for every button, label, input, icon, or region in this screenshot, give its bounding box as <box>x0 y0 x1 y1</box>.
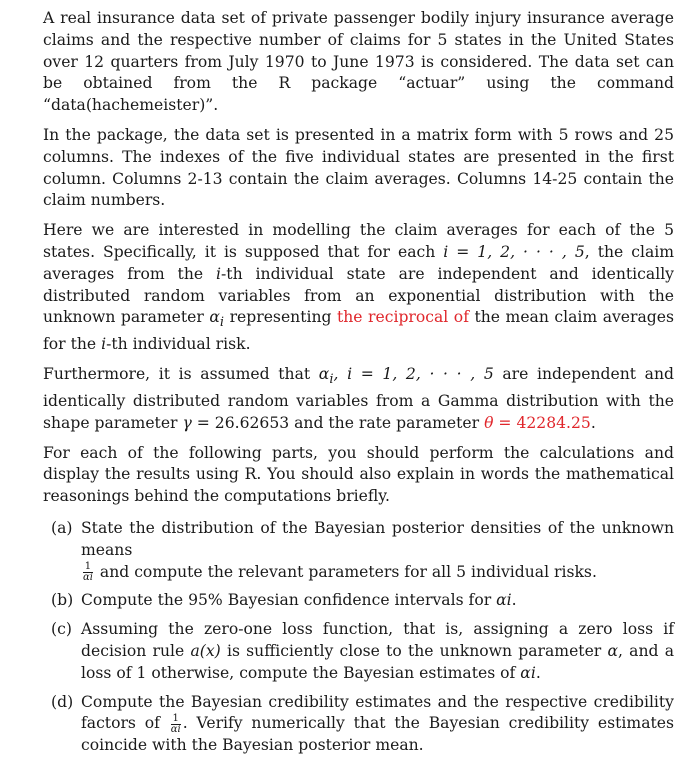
text: . <box>535 663 541 682</box>
text: the mean claim averages for the <box>43 308 674 354</box>
question-item-b <box>51 590 674 612</box>
question-text <box>81 518 674 583</box>
text: Assuming the zero-one loss function, that is, assigning a zero loss if decision rule <box>81 620 674 660</box>
text: State the distribution of the Bayesian posterior densities of the unknown means <box>81 518 674 559</box>
math-i: i <box>101 335 107 354</box>
math-gamma: γ <box>182 413 192 432</box>
text: , the claim averages from the <box>43 242 675 283</box>
question-item-a <box>51 518 674 583</box>
question-item-d <box>51 692 674 757</box>
text: Compute the 95% Bayesian confidence intervals for <box>81 591 497 610</box>
text: Furthermore, it is assumed that <box>43 365 319 384</box>
question-label: (b) <box>51 591 74 610</box>
text: , and a loss of 1 otherwise, compute the Bayesian estimates of <box>81 641 674 682</box>
math-subscript-i: i <box>329 372 334 388</box>
paragraph-instructions: For each of the following parts, you should perform the calculations and display the results using R. You should also explain in words the mathematical reasonings behind the computations briefly. <box>43 443 674 506</box>
fraction-denominator: αi <box>170 723 181 735</box>
question-list <box>43 518 674 757</box>
fraction-one-over-alpha <box>171 714 181 735</box>
math-decision-rule: a(x) <box>190 641 221 660</box>
math-subscript-i: i <box>219 315 225 331</box>
math-rate-value: = 42284.25 <box>493 413 591 432</box>
text: . <box>590 413 596 432</box>
math-theta: θ <box>484 413 494 432</box>
text: are independent and identically distributed random variables from a Gamma distribution with the shape parameter <box>43 365 674 432</box>
text: Here we are interested in modelling the claim averages for each of the 5 states. Specifically, it is supposed that for each <box>43 221 674 261</box>
paragraph-prior-assumption <box>43 364 674 435</box>
question-text <box>81 619 674 684</box>
text: . Verify numerically that the Bayesian credibility estimates coincide with the Bayesian posterior mean. <box>81 714 674 755</box>
fraction-numerator: 1 <box>84 561 92 573</box>
math-index-range: i = 1, 2, · · · , 5 <box>443 242 585 261</box>
math-shape-value: = 26.62653 and the rate parameter <box>191 413 485 432</box>
question-text <box>81 692 674 757</box>
text: -th individual state are independent and identically distributed random variables from an exponential distribution with the unknown parameter <box>43 264 674 327</box>
highlighted-text: the reciprocal of <box>337 308 469 327</box>
text: is sufficiently close to the unknown parameter <box>220 641 608 660</box>
math-alpha: α <box>607 641 618 660</box>
math-index-range: , i = 1, 2, · · · , 5 <box>333 365 494 384</box>
fraction-denominator: αi <box>83 572 93 584</box>
math-alpha: α <box>318 365 330 384</box>
question-label: (c) <box>51 620 72 639</box>
text: and compute the relevant parameters for all 5 individual risks. <box>99 562 597 581</box>
question-label: (d) <box>51 692 74 711</box>
fraction-one-over-alpha <box>83 562 93 583</box>
fraction-numerator: 1 <box>172 712 179 724</box>
text: . <box>511 591 517 610</box>
math-i: i <box>216 264 222 283</box>
text: representing <box>224 308 337 327</box>
math-alpha-i: αi <box>496 591 512 610</box>
paragraph-data-format: In the package, the data set is presented in a matrix form with 5 rows and 25 columns. The indexes of the five individual states are presented in the first column. Columns 2-13 contain the claim averages. Columns 14-25 contain the claim numbers. <box>43 125 674 210</box>
paragraph-dataset-description: A real insurance data set of private passenger bodily injury insurance average claims and the respective number of claims for 5 states in the United States over 12 quarters from July 1970 to June 1973 is considered. The data set can be obtained from the R package “actuar” using the command “data(hachemeister)”. <box>43 9 674 115</box>
math-alpha: α <box>209 308 220 327</box>
question-item-c <box>51 619 674 684</box>
text: -th individual risk. <box>106 335 251 354</box>
paragraph-model-assumption <box>43 220 674 356</box>
question-text <box>81 590 674 612</box>
text: Compute the Bayesian credibility estimates and the respective credibility factors of <box>81 692 674 733</box>
question-label: (a) <box>51 518 73 537</box>
math-alpha-i: αi <box>520 663 536 682</box>
